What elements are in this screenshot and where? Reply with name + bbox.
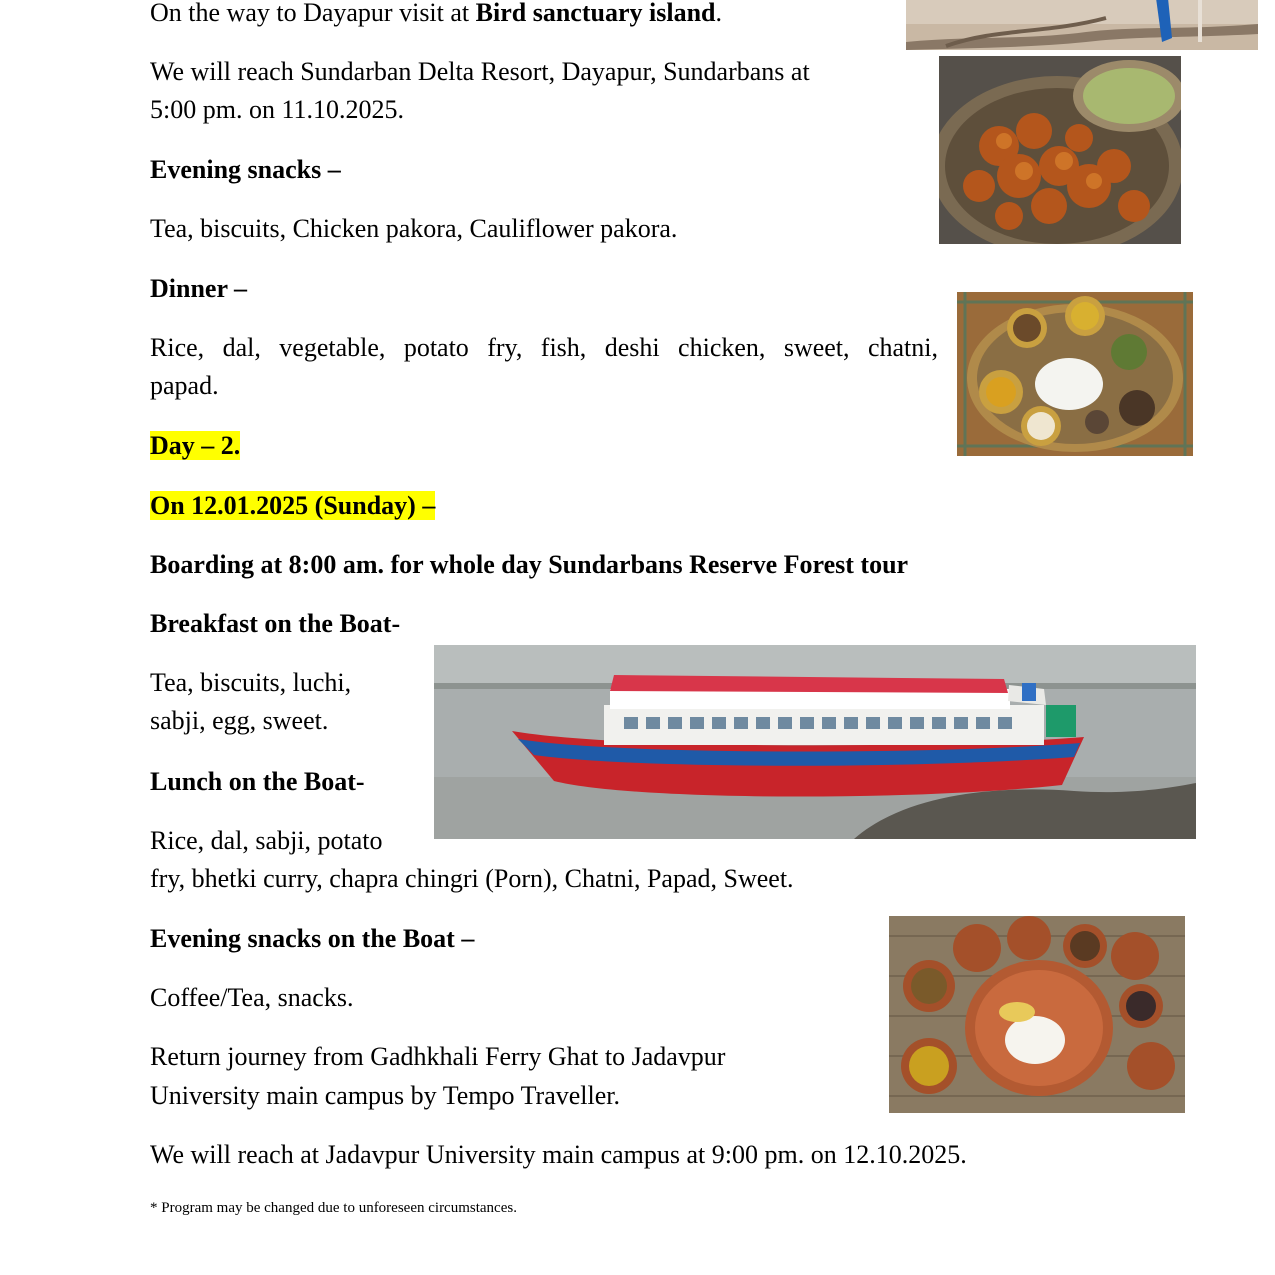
dinner-heading: Dinner – xyxy=(150,274,248,303)
clay-plate-meal-photo xyxy=(889,916,1185,1113)
bird-sanctuary-name: Bird sanctuary island xyxy=(475,0,716,27)
boat-photo xyxy=(434,645,1196,839)
return-journey-line-1: Return journey from Gadhkhali Ferry Ghat to Jadavpur xyxy=(150,1042,726,1071)
pakora-photo xyxy=(939,56,1181,244)
bird-photo xyxy=(906,0,1258,50)
dinner-items-line-1: Rice, dal, vegetable, potato fry, fish, deshi chicken, sweet, chatni, xyxy=(150,333,938,362)
return-journey-line-2: University main campus by Tempo Traveller. xyxy=(150,1081,620,1110)
boarding-line: Boarding at 8:00 am. for whole day Sundarbans Reserve Forest tour xyxy=(150,550,909,579)
final-arrival-line: We will reach at Jadavpur University main campus at 9:00 pm. on 12.10.2025. xyxy=(150,1140,967,1169)
dinner-items-line-2: papad. xyxy=(150,371,219,400)
footnote: * Program may be changed due to unforeseen circumstances. xyxy=(150,1200,517,1216)
breakfast-heading: Breakfast on the Boat- xyxy=(150,609,401,638)
evening-snacks-items: Tea, biscuits, Chicken pakora, Cauliflower pakora. xyxy=(150,214,678,243)
day-2-label: Day – 2. xyxy=(150,431,241,460)
reach-resort-line-2: 5:00 pm. on 11.10.2025. xyxy=(150,95,404,124)
day-2-date: On 12.01.2025 (Sunday) – xyxy=(150,491,436,520)
lunch-items-line-1: Rice, dal, sabji, potato xyxy=(150,826,383,855)
breakfast-items-line-1: Tea, biscuits, luchi, xyxy=(150,668,352,697)
breakfast-items-line-2: sabji, egg, sweet. xyxy=(150,706,329,735)
thali-photo xyxy=(957,292,1193,456)
boat-evening-snacks-items: Coffee/Tea, snacks. xyxy=(150,983,354,1012)
boat-evening-snacks-heading: Evening snacks on the Boat – xyxy=(150,924,475,953)
evening-snacks-heading: Evening snacks – xyxy=(150,155,341,184)
bird-sanctuary-line: On the way to Dayapur visit at Bird sanctuary island. xyxy=(150,0,722,27)
lunch-heading: Lunch on the Boat- xyxy=(150,767,365,796)
reach-resort-line-1: We will reach Sundarban Delta Resort, Dayapur, Sundarbans at xyxy=(150,57,810,86)
lunch-items-line-2: fry, bhetki curry, chapra chingri (Porn), Chatni, Papad, Sweet. xyxy=(150,864,794,893)
